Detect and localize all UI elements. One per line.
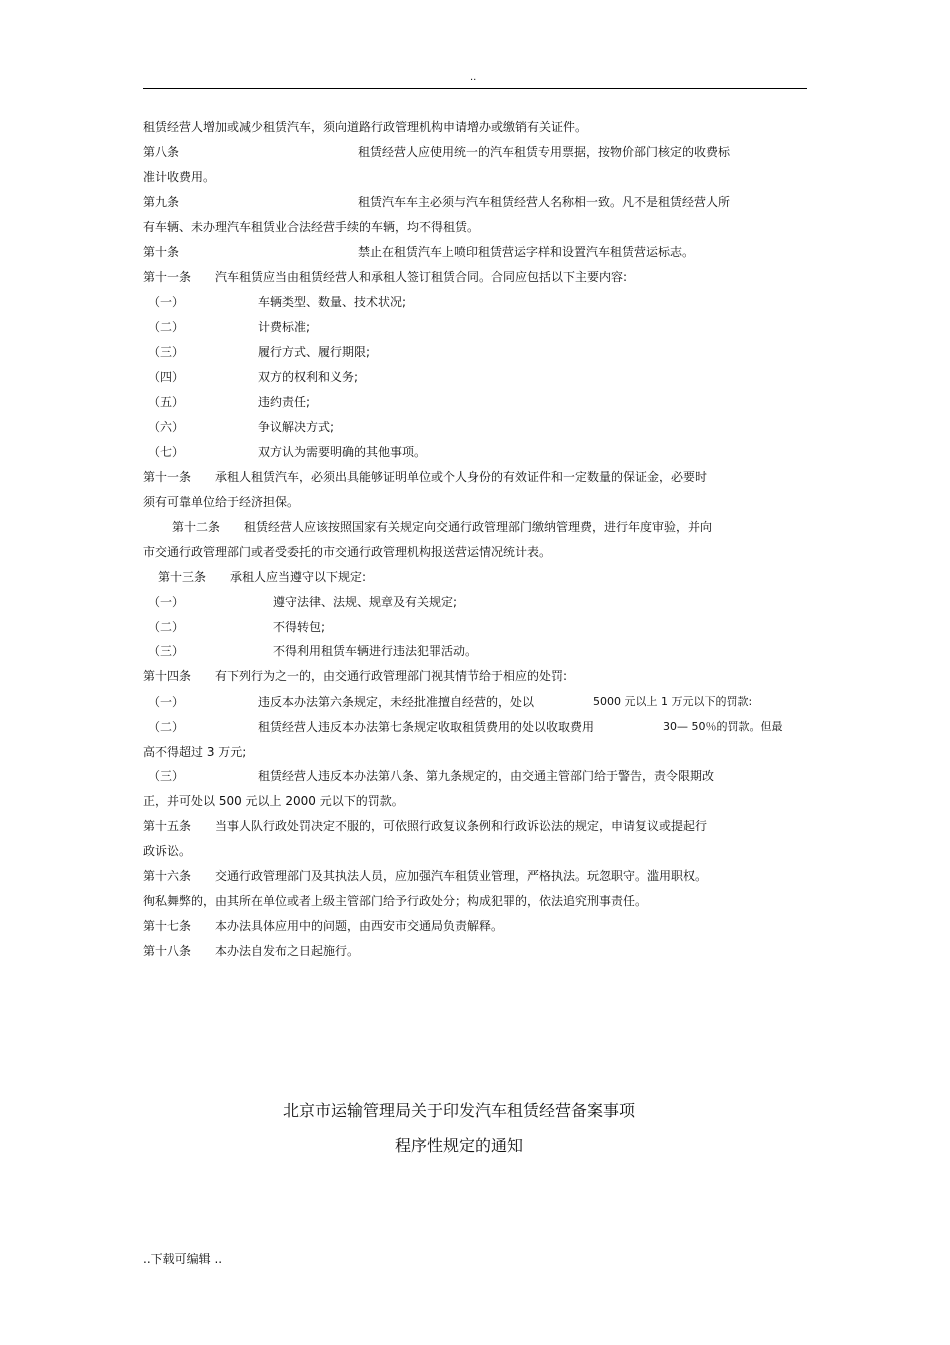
article-18-text: 本办法自发布之日起施行。 xyxy=(215,944,360,958)
article-12-text: 租赁经营人应该按照国家有关规定向交通行政管理部门缴纳管理费，进行年度审验，并向 xyxy=(244,520,713,534)
paragraph-text: 租赁经营人增加或减少租赁汽车，须向道路行政管理机构申请增办或缴销有关证件。 xyxy=(143,120,588,134)
list-item-label: （三） xyxy=(148,769,185,783)
article-8-text: 租赁经营人应使用统一的汽车租赁专用票据，按物价部门核定的收费标 xyxy=(358,145,731,159)
list-item-label: （五） xyxy=(148,395,185,409)
list-item-continuation: 高不得超过 3 万元; xyxy=(143,745,247,759)
list-item-label: （二） xyxy=(148,320,185,334)
article-9-text: 租赁汽车车主必须与汽车租赁经营人名称相一致。凡不是租赁经营人所 xyxy=(358,195,731,209)
list-item-label: （七） xyxy=(148,445,185,459)
fine-percentage: 30— 50％的罚款。但最 xyxy=(663,720,783,733)
article-16-text: 交通行政管理部门及其执法人员，应加强汽车租赁业管理，严格执法。玩忽职守。滥用职权。 xyxy=(215,869,708,883)
header-rule xyxy=(143,88,807,89)
article-13-text: 承租人应当遵守以下规定: xyxy=(230,570,367,584)
article-12-label: 第十二条 xyxy=(172,520,221,534)
footer-text: ..下载可编辑 .. xyxy=(143,1252,223,1266)
article-8-label: 第八条 xyxy=(143,145,180,159)
article-12-continuation: 市交通行政管理部门或者受委托的市交通行政管理机构报送营运情况统计表。 xyxy=(143,545,552,559)
list-item-text: 不得转包; xyxy=(273,620,326,634)
list-item-label: （一） xyxy=(148,695,185,709)
article-10-text: 禁止在租赁汽车上喷印租赁营运字样和设置汽车租赁营运标志。 xyxy=(358,245,695,259)
article-11b-continuation: 须有可靠单位给于经济担保。 xyxy=(143,495,300,509)
list-item-text: 争议解决方式; xyxy=(258,420,335,434)
list-item-label: （一） xyxy=(148,295,185,309)
article-16-continuation: 徇私舞弊的，由其所在单位或者上级主管部门给予行政处分；构成犯罪的，依法追究刑事责任。 xyxy=(143,894,648,908)
list-item-text: 违约责任; xyxy=(258,395,311,409)
article-16-label: 第十六条 xyxy=(143,869,192,883)
article-17-text: 本办法具体应用中的问题，由西安市交通局负责解释。 xyxy=(215,919,504,933)
article-10-label: 第十条 xyxy=(143,245,180,259)
article-14-label: 第十四条 xyxy=(143,669,192,683)
list-item-label: （三） xyxy=(148,644,185,658)
list-item-label: （四） xyxy=(148,370,185,384)
list-item-text: 租赁经营人违反本办法第八条、第九条规定的，由交通主管部门给于警告，责令限期改 xyxy=(258,769,715,783)
article-11-text: 汽车租赁应当由租赁经营人和承租人签订租赁合同。合同应包括以下主要内容: xyxy=(215,270,628,284)
list-item-text: 计费标准; xyxy=(258,320,311,334)
article-11b-text: 承租人租赁汽车，必须出具能够证明单位或个人身份的有效证件和一定数量的保证金，必要时 xyxy=(215,470,708,484)
document-title-line-1: 北京市运输管理局关于印发汽车租赁经营备案事项 xyxy=(282,1101,635,1120)
article-17-label: 第十七条 xyxy=(143,919,192,933)
article-15-text: 当事人队行政处罚决定不服的，可依照行政复议条例和行政诉讼法的规定，申请复议或提起行 xyxy=(215,819,708,833)
article-15-label: 第十五条 xyxy=(143,819,192,833)
list-item-text: 租赁经营人违反本办法第七条规定收取租赁费用的处以收取费用 xyxy=(258,720,595,734)
list-item-text: 违反本办法第六条规定，未经批准擅自经营的，处以 xyxy=(258,695,535,709)
list-item-text: 车辆类型、数量、技术状况; xyxy=(258,295,407,309)
article-9-label: 第九条 xyxy=(143,195,180,209)
document-title-line-2: 程序性规定的通知 xyxy=(394,1136,523,1155)
list-item-text: 履行方式、履行期限; xyxy=(258,345,371,359)
article-9-continuation: 有车辆、未办理汽车租赁业合法经营手续的车辆，均不得租赁。 xyxy=(143,220,480,234)
list-item-label: （二） xyxy=(148,620,185,634)
fine-amount: 5000 元以上 1 万元以下的罚款: xyxy=(593,695,753,708)
article-13-label: 第十三条 xyxy=(158,570,207,584)
list-item-label: （三） xyxy=(148,345,185,359)
article-8-continuation: 准计收费用。 xyxy=(143,170,216,184)
list-item-continuation: 正，并可处以 500 元以上 2000 元以下的罚款。 xyxy=(143,794,404,808)
article-18-label: 第十八条 xyxy=(143,944,192,958)
article-11b-label: 第十一条 xyxy=(143,470,192,484)
article-14-text: 有下列行为之一的，由交通行政管理部门视其情节给于相应的处罚: xyxy=(215,669,568,683)
list-item-label: （一） xyxy=(148,595,185,609)
list-item-text: 遵守法律、法规、规章及有关规定; xyxy=(273,595,458,609)
list-item-text: 双方的权利和义务; xyxy=(258,370,359,384)
list-item-label: （二） xyxy=(148,720,185,734)
list-item-text: 不得利用租赁车辆进行违法犯罪活动。 xyxy=(273,644,478,658)
list-item-text: 双方认为需要明确的其他事项。 xyxy=(258,445,427,459)
header-dots: .. xyxy=(470,72,477,83)
list-item-label: （六） xyxy=(148,420,185,434)
article-11-label: 第十一条 xyxy=(143,270,192,284)
article-15-continuation: 政诉讼。 xyxy=(143,844,192,858)
